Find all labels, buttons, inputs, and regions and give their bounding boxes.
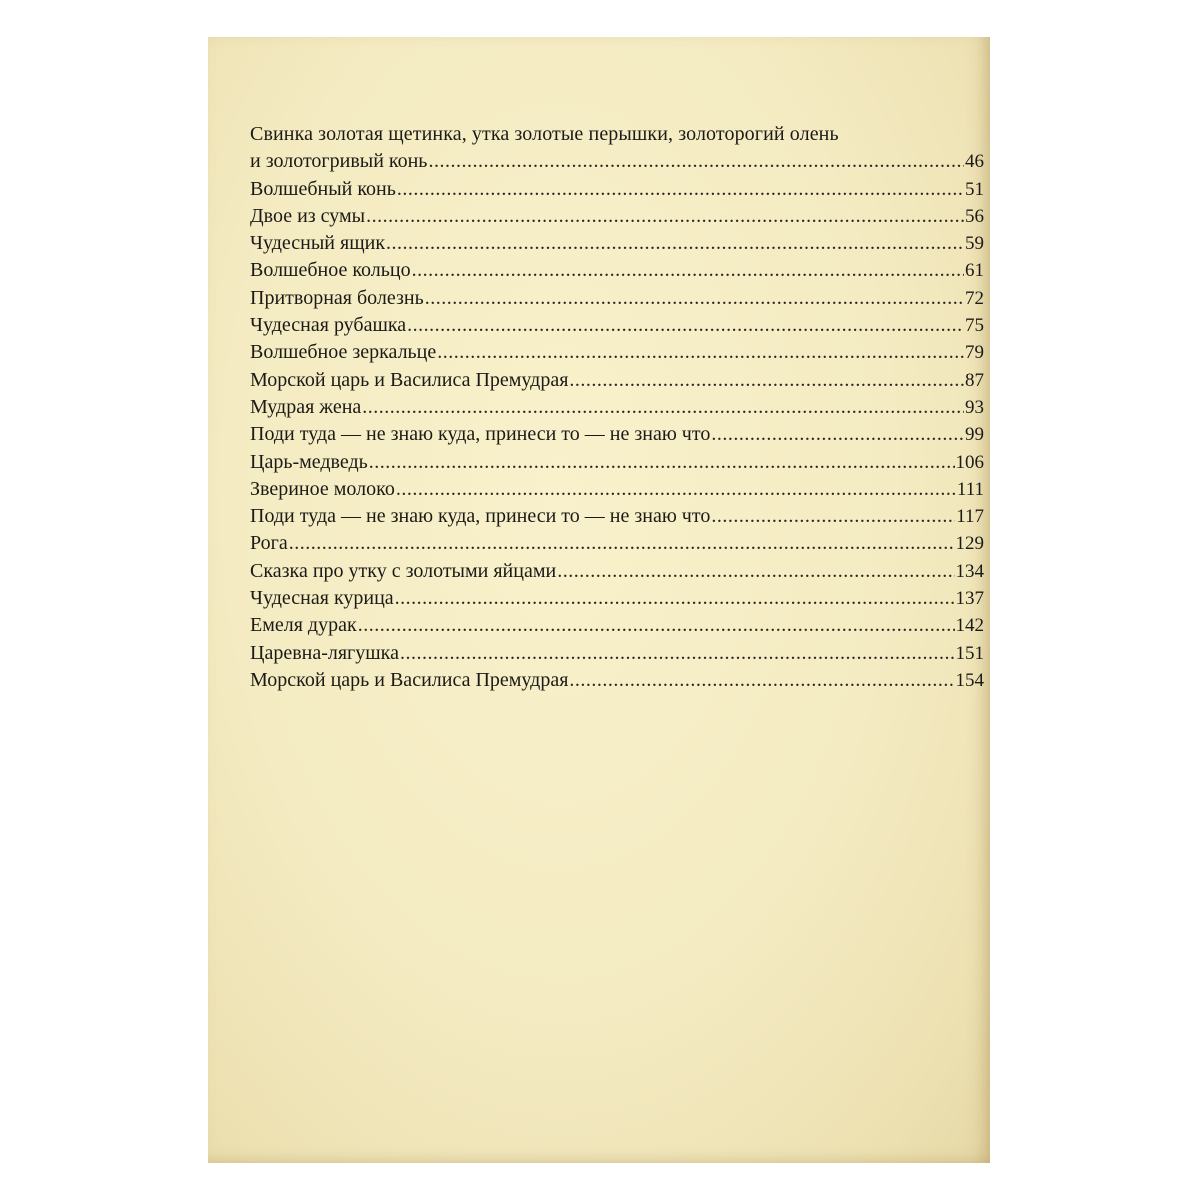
toc-entry-19 xyxy=(250,640,984,667)
leader-dots xyxy=(358,612,955,639)
toc-entry-page: 79 xyxy=(965,342,984,364)
toc-entry-17 xyxy=(250,585,984,612)
toc-entry-14 xyxy=(250,503,984,530)
toc-entry-12 xyxy=(250,449,984,476)
toc-entry-4 xyxy=(250,230,984,257)
toc-entry-title: Мудрая жена xyxy=(250,395,362,418)
toc-entry-page: 72 xyxy=(965,287,984,309)
leader-dots xyxy=(711,503,955,530)
leader-dots xyxy=(395,585,955,612)
toc-entry-title: Притворная болезнь xyxy=(250,286,424,309)
toc-entry-page: 75 xyxy=(965,315,984,337)
toc-entry-title: Двое из сумы xyxy=(250,204,366,227)
toc-entry-title: Чудесная рубашка xyxy=(250,314,407,337)
leader-dots xyxy=(425,285,964,312)
leader-dots xyxy=(396,476,956,503)
toc-entry-title: Царевна-лягушка xyxy=(250,641,399,664)
toc-entry-title: Морской царь и Василиса Премудрая xyxy=(250,668,569,691)
toc-entry-6 xyxy=(250,285,984,312)
toc-entry-11 xyxy=(250,421,984,448)
toc-entry-2 xyxy=(250,176,984,203)
leader-dots xyxy=(437,339,964,366)
toc-entry-page: 137 xyxy=(955,588,984,610)
toc-entry-page: 142 xyxy=(955,615,984,637)
leader-dots xyxy=(711,421,964,448)
table-of-contents xyxy=(250,121,984,694)
toc-entry-page: 111 xyxy=(956,478,984,500)
toc-entry-title: Царь-медведь xyxy=(250,450,368,473)
leader-dots xyxy=(362,394,964,421)
toc-entry-9 xyxy=(250,367,984,394)
toc-entry-page: 56 xyxy=(965,205,984,227)
leader-dots xyxy=(569,367,964,394)
toc-entry-title: Чудесная курица xyxy=(250,587,394,610)
toc-entry-title: Сказка про утку с золотыми яйцами xyxy=(250,559,557,582)
leader-dots xyxy=(397,176,964,203)
leader-dots xyxy=(407,312,964,339)
toc-entry-page: 51 xyxy=(965,178,984,200)
leader-dots xyxy=(412,257,964,284)
toc-entry-page: 151 xyxy=(955,642,984,664)
toc-entry-title: Поди туда — не знаю куда, принеси то — не знаю что xyxy=(250,423,711,446)
toc-entry-title: Волшебное зеркальце xyxy=(250,341,437,364)
toc-entry-16 xyxy=(250,558,984,585)
toc-entry-page: 129 xyxy=(955,533,984,555)
leader-dots xyxy=(569,667,954,694)
toc-entry-page: 61 xyxy=(965,260,984,282)
toc-entry-page: 59 xyxy=(965,233,984,255)
toc-entry-page: 134 xyxy=(955,560,984,582)
toc-entry-page: 87 xyxy=(965,369,984,391)
toc-entry-title: Емеля дурак xyxy=(250,614,357,637)
toc-entry-title: и золотогривый конь xyxy=(250,150,428,173)
toc-entry-page: 93 xyxy=(965,396,984,418)
leader-dots xyxy=(400,640,955,667)
toc-entry-title: Звериное молоко xyxy=(250,477,395,500)
leader-dots xyxy=(369,449,955,476)
toc-entry-title: Поди туда — не знаю куда, принеси то — не знаю что xyxy=(250,505,711,528)
toc-entry-3 xyxy=(250,203,984,230)
toc-entry-1-line-1: Свинка золотая щетинка, утка золотые перышки, золоторогий олень xyxy=(250,123,839,145)
toc-entry-page: 154 xyxy=(955,669,984,691)
toc-entry-5 xyxy=(250,257,984,284)
toc-entry-8 xyxy=(250,339,984,366)
toc-entry-page: 106 xyxy=(955,451,984,473)
toc-entry-page: 99 xyxy=(965,424,984,446)
toc-entry-page: 46 xyxy=(965,151,984,173)
toc-entry-10 xyxy=(250,394,984,421)
leader-dots xyxy=(366,203,964,230)
toc-entry-18 xyxy=(250,612,984,639)
toc-entry-title: Морской царь и Василиса Премудрая xyxy=(250,368,569,391)
toc-entry-title: Рога xyxy=(250,532,288,555)
toc-entry-13 xyxy=(250,476,984,503)
toc-entry-20 xyxy=(250,667,984,694)
leader-dots xyxy=(557,558,954,585)
toc-entry-title: Чудесный ящик xyxy=(250,232,386,255)
leader-dots xyxy=(289,530,955,557)
toc-entry-page: 117 xyxy=(956,506,984,528)
toc-entry-15 xyxy=(250,530,984,557)
book-page xyxy=(208,37,990,1163)
toc-entry-title: Волшебное кольцо xyxy=(250,259,411,282)
toc-entry-1 xyxy=(250,148,984,175)
toc-entry-7 xyxy=(250,312,984,339)
toc-entry-title: Волшебный конь xyxy=(250,177,396,200)
leader-dots xyxy=(386,230,964,257)
leader-dots xyxy=(428,148,964,175)
